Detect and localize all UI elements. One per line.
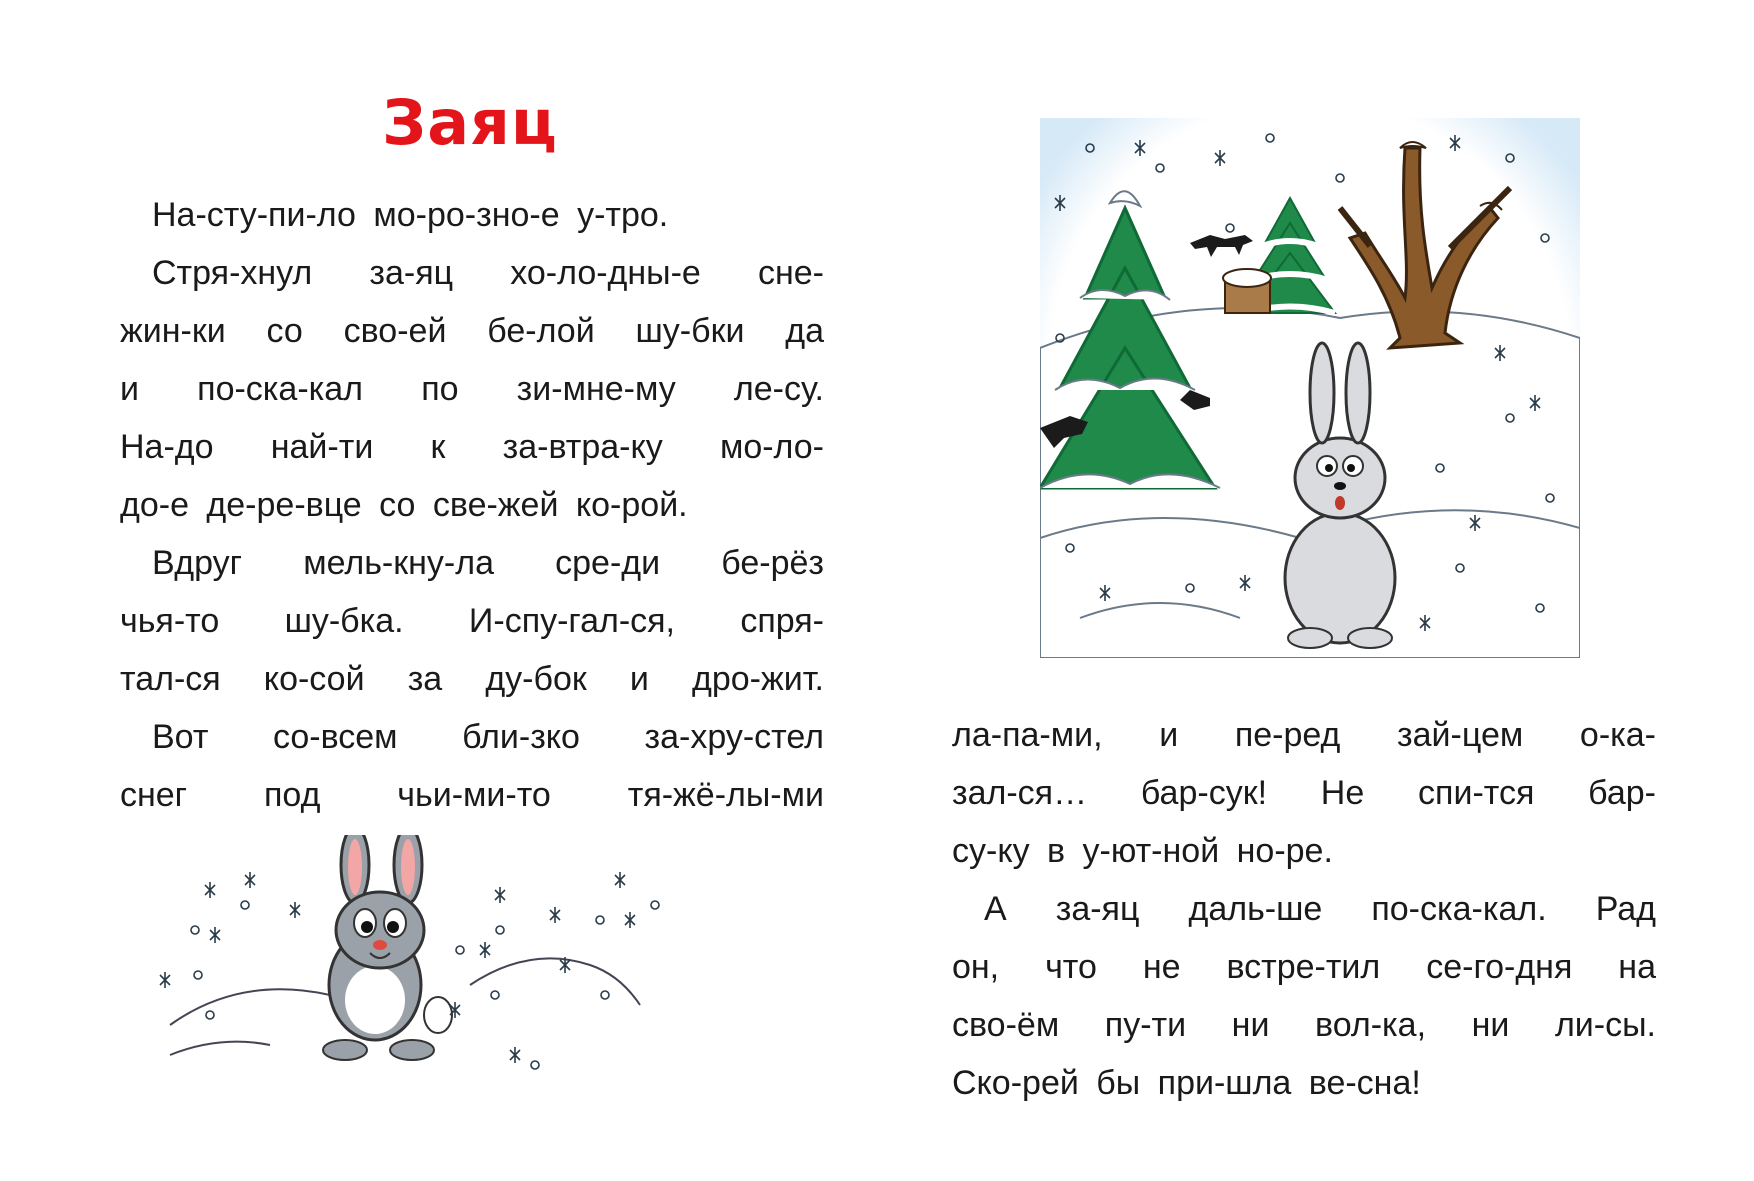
- cartoon-bunny: [323, 835, 452, 1060]
- paragraph-line: су-ку в у-ют-ной но-ре.: [952, 832, 1333, 870]
- paragraph-line: до-е де-ре-вце со све-жей ко-рой.: [120, 486, 688, 524]
- paragraph-line: Стря-хнул за-яц хо-ло-дны-е сне-: [152, 254, 824, 292]
- story-text-right: [952, 706, 1656, 1112]
- paragraph-line: тал-ся ко-сой за ду-бок и дро-жит.: [120, 660, 824, 698]
- paragraph-line: зал-ся… бар-сук! Не спи-тся бар-: [952, 774, 1656, 812]
- page-title: Заяц: [382, 86, 558, 159]
- snow-drift-line: [470, 958, 640, 1005]
- paragraph-line: Вдруг мель-кну-ла сре-ди бе-рёз: [152, 544, 824, 582]
- paragraph-line: ла-па-ми, и пе-ред зай-цем о-ка-: [952, 716, 1656, 754]
- tree-stump: [1223, 269, 1271, 313]
- bunny-illustration: [150, 835, 750, 1095]
- paragraph-line: На-сту-пи-ло мо-ро-зно-е у-тро.: [152, 196, 669, 234]
- snow-drift-line: [170, 1042, 270, 1055]
- story-text-left: [120, 186, 824, 824]
- winter-forest-illustration: [1040, 118, 1580, 658]
- paragraph-line: А за-яц даль-ше по-ска-кал. Рад: [984, 890, 1656, 928]
- paragraph-line: снег под чьи-ми-то тя-жё-лы-ми: [120, 776, 824, 814]
- paragraph-line: сво-ём пу-ти ни вол-ка, ни ли-сы.: [952, 1006, 1656, 1044]
- paragraph-line: он, что не встре-тил се-го-дня на: [952, 948, 1656, 986]
- paragraph-line: Ско-рей бы при-шла ве-сна!: [952, 1064, 1421, 1102]
- paragraph-line: чья-то шу-бка. И-спу-гал-ся, спря-: [120, 602, 824, 640]
- paragraph-line: Вот со-всем бли-зко за-хру-стел: [152, 718, 824, 756]
- paragraph-line: жин-ки со сво-ей бе-лой шу-бки да: [120, 312, 824, 350]
- paragraph-line: На-до най-ти к за-втра-ку мо-ло-: [120, 428, 824, 466]
- paragraph-line: и по-ска-кал по зи-мне-му ле-су.: [120, 370, 824, 408]
